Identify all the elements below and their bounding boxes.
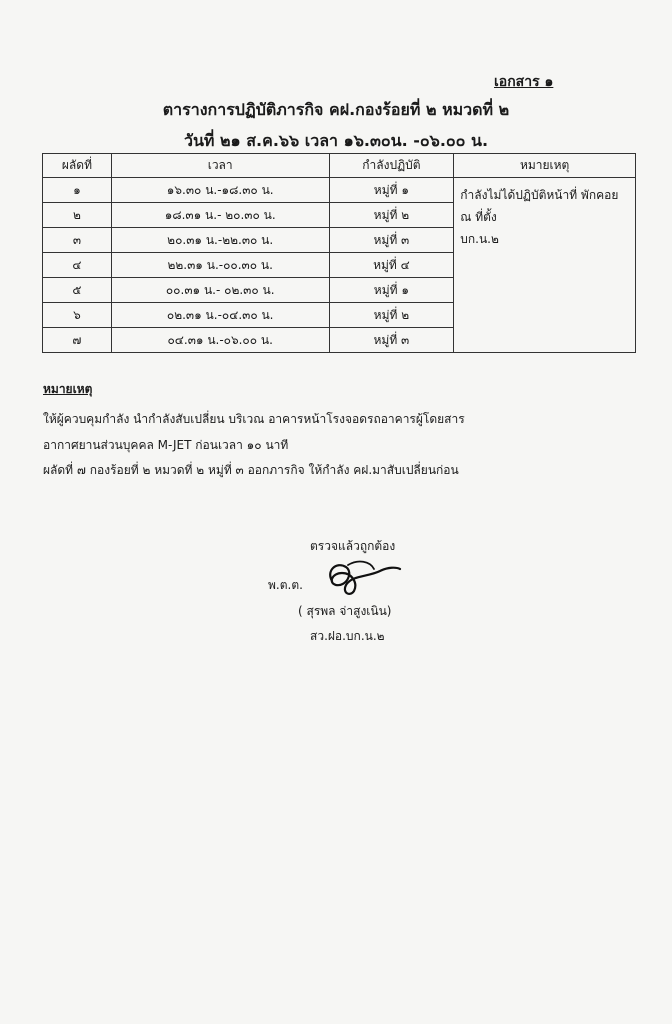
signer-position: สว.ฝอ.บก.น.๒: [310, 629, 385, 643]
shift-cell: ๓: [43, 228, 112, 253]
shift-cell: ๒: [43, 203, 112, 228]
shift-cell: ๗: [43, 328, 112, 353]
shift-cell: ๔: [43, 253, 112, 278]
time-cell: ๑๘.๓๑ น.- ๒๐.๓๐ น.: [111, 203, 329, 228]
shift-cell: ๑: [43, 178, 112, 203]
header-time: เวลา: [111, 154, 329, 178]
time-cell: ๐๒.๓๑ น.-๐๔.๓๐ น.: [111, 303, 329, 328]
document-subtitle: วันที่ ๒๑ ส.ค.๖๖ เวลา ๑๖.๓๐น. -๐๖.๐๐ น.: [183, 131, 489, 150]
unit-cell: หมู่ที่ ๓: [329, 328, 454, 353]
remark-line-2: บก.น.๒: [460, 232, 499, 246]
time-cell: ๒๒.๓๑ น.-๐๐.๓๐ น.: [111, 253, 329, 278]
signer-name: ( สุรพล จ่าสูงเนิน): [298, 604, 392, 618]
header-unit: กำลังปฏิบัติ: [329, 154, 454, 178]
time-cell: ๐๐.๓๑ น.- ๐๒.๓๐ น.: [111, 278, 329, 303]
document-title: ตารางการปฏิบัติภารกิจ คฝ.กองร้อยที่ ๒ หมวดที่ ๒: [162, 100, 510, 119]
time-cell: ๑๖.๓๐ น.-๑๘.๓๐ น.: [111, 178, 329, 203]
handwritten-signature: [318, 555, 402, 601]
header-shift: ผลัดที่: [43, 154, 112, 178]
note-line-3: ผลัดที่ ๗ กองร้อยที่ ๒ หมวดที่ ๒ หมู่ที่ ๓ ออกภารกิจ ให้กำลัง คฝ.มาสับเปลี่ยนก่อน: [43, 463, 459, 477]
shift-cell: ๖: [43, 303, 112, 328]
unit-cell: หมู่ที่ ๔: [329, 253, 454, 278]
unit-cell: หมู่ที่ ๒: [329, 303, 454, 328]
notes-heading: หมายเหตุ: [43, 382, 93, 396]
table-header-row: [43, 154, 636, 178]
unit-cell: หมู่ที่ ๓: [329, 228, 454, 253]
unit-cell: หมู่ที่ ๑: [329, 178, 454, 203]
table-row: [43, 178, 636, 203]
schedule-table: [42, 153, 636, 353]
note-line-2: อากาศยานส่วนบุคคล M-JET ก่อนเวลา ๑๐ นาที: [43, 438, 289, 452]
time-cell: ๐๔.๓๑ น.-๐๖.๐๐ น.: [111, 328, 329, 353]
certify-text: ตรวจแล้วถูกต้อง: [310, 539, 396, 553]
remark-cell: [454, 178, 636, 353]
remark-line-1: กำลังไม่ได้ปฏิบัติหน้าที่ พักคอย ณ ที่ตั้ง: [460, 188, 619, 224]
note-line-1: ให้ผู้ควบคุมกำลัง นำกำลังสับเปลี่ยน บริเวณ อาคารหน้าโรงจอดรถอาคารผู้โดยสาร: [43, 412, 465, 426]
unit-cell: หมู่ที่ ๒: [329, 203, 454, 228]
time-cell: ๒๐.๓๑ น.-๒๒.๓๐ น.: [111, 228, 329, 253]
header-remark: หมายเหตุ: [454, 154, 636, 178]
unit-cell: หมู่ที่ ๑: [329, 278, 454, 303]
document-reference: เอกสาร ๑: [494, 74, 554, 90]
shift-cell: ๕: [43, 278, 112, 303]
signer-rank: พ.ต.ต.: [268, 578, 303, 592]
